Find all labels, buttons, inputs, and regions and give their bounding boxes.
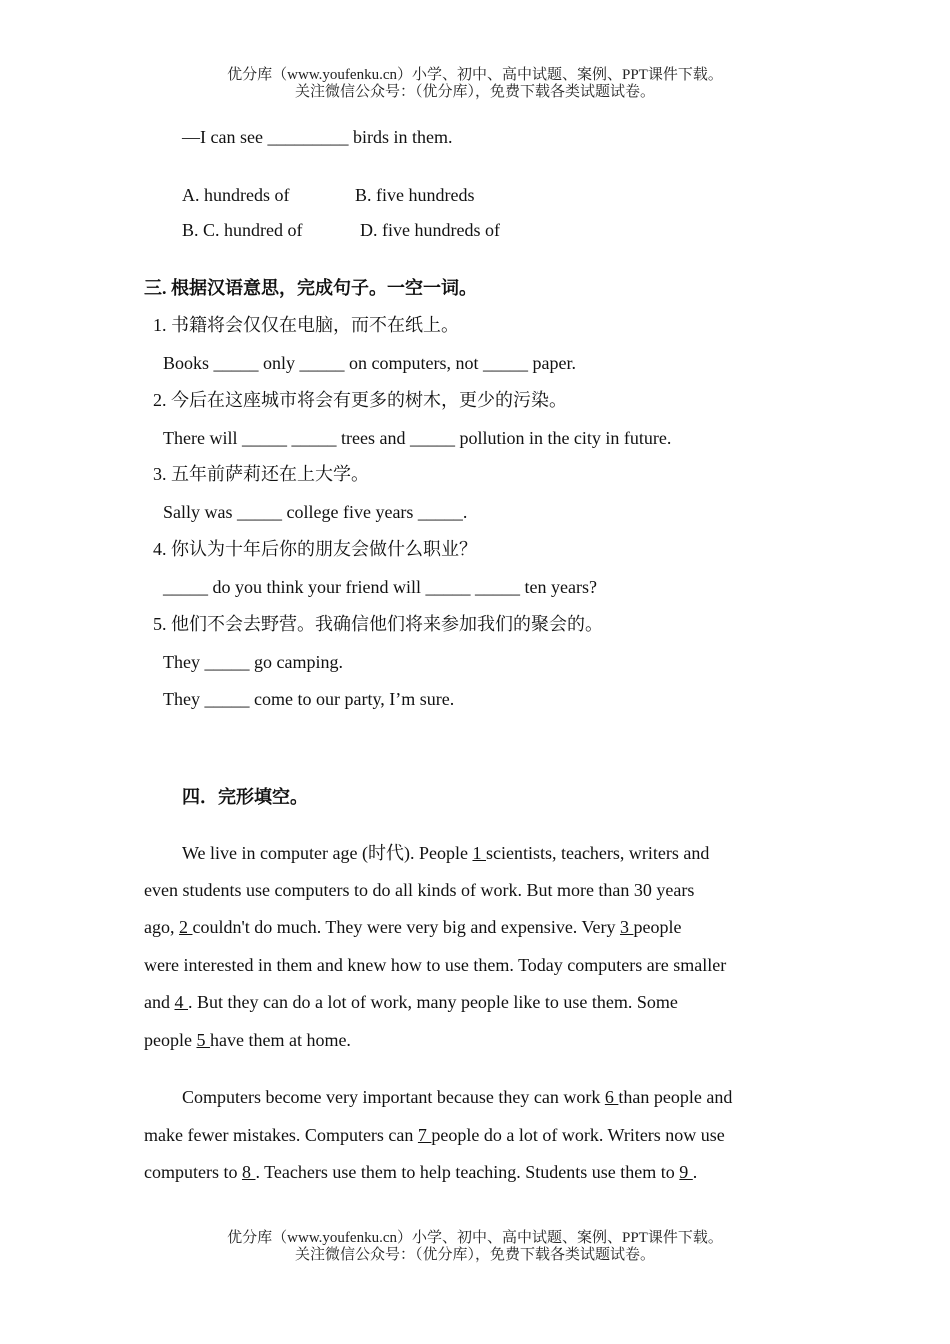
cloze-line: We live in computer age (时代). People 1 scientists, teachers, writers and [182, 843, 710, 863]
section-3-item-5-en: They _____ go camping. [163, 652, 343, 672]
blank-4: 4 [174, 992, 188, 1012]
option-a: A. hundreds of [182, 185, 290, 205]
blank-1: 1 [472, 843, 486, 863]
section-3-item-1-cn: 1. 书籍将会仅仅在电脑，而不在纸上。 [153, 315, 459, 335]
page-header [0, 67, 950, 101]
cloze-line: were interested in them and knew how to use them. Today computers are smaller [144, 955, 727, 975]
cloze-line: people 5 have them at home. [144, 1030, 351, 1050]
section-4-title: 四．完形填空。 [182, 787, 308, 807]
blank-6: 6 [604, 1087, 619, 1107]
blank-5: 5 [196, 1030, 210, 1050]
option-c: B. C. hundred of [182, 220, 303, 240]
footer-line-1: 优分库（www.youfenku.cn）小学、初中、高中试题、案例、PPT课件下载。 [227, 1230, 723, 1246]
page-footer [0, 1230, 950, 1264]
section-3-item-2-en: There will _____ _____ trees and _____ pollution in the city in future. [163, 428, 672, 448]
blank-8: 8 [241, 1162, 256, 1182]
cloze-line: and 4 . But they can do a lot of work, many people like to use them. Some [144, 992, 678, 1012]
option-b: B. five hundreds [355, 185, 475, 205]
section-3-item-2-cn: 2. 今后在这座城市将会有更多的树木，更少的污染。 [153, 390, 567, 410]
blank-3: 3 [619, 917, 634, 937]
option-d: D. five hundreds of [360, 220, 500, 240]
cloze-line: computers to 8 . Teachers use them to help teaching. Students use them to 9 . [144, 1162, 698, 1182]
section-3-item-5-cn: 5. 他们不会去野营。我确信他们将来参加我们的聚会的。 [153, 614, 603, 634]
cloze-line: Computers become very important because they can work 6 than people and [182, 1087, 733, 1107]
section-3-title: 三. 根据汉语意思，完成句子。一空一词。 [144, 278, 477, 298]
cloze-line: ago, 2 couldn't do much. They were very big and expensive. Very 3 people [144, 917, 682, 937]
section-3-item-3-cn: 3. 五年前萨莉还在上大学。 [153, 464, 369, 484]
blank-2: 2 [179, 917, 193, 937]
section-3-item-5-en-2: They _____ come to our party, I’m sure. [163, 689, 455, 709]
footer-line-2: 关注微信公众号：（优分库），免费下载各类试题试卷。 [294, 1247, 655, 1263]
section-3-item-4-en: _____ do you think your friend will _____ _____ ten years? [163, 577, 597, 597]
section-3-item-3-en: Sally was _____ college five years _____. [163, 502, 468, 522]
section-3-item-4-cn: 4. 你认为十年后你的朋友会做什么职业？ [153, 539, 477, 559]
cloze-line: make fewer mistakes. Computers can 7 people do a lot of work. Writers now use [144, 1125, 725, 1145]
blank-7: 7 [417, 1125, 432, 1145]
question-answer-line: —I can see _________ birds in them. [182, 127, 453, 147]
header-line-2: 关注微信公众号：（优分库），免费下载各类试题试卷。 [294, 84, 655, 100]
header-line-1: 优分库（www.youfenku.cn）小学、初中、高中试题、案例、PPT课件下载。 [227, 67, 723, 83]
cloze-line: even students use computers to do all kinds of work. But more than 30 years [144, 880, 695, 900]
blank-9: 9 [679, 1162, 693, 1182]
section-3-item-1-en: Books _____ only _____ on computers, not _____ paper. [163, 353, 576, 373]
